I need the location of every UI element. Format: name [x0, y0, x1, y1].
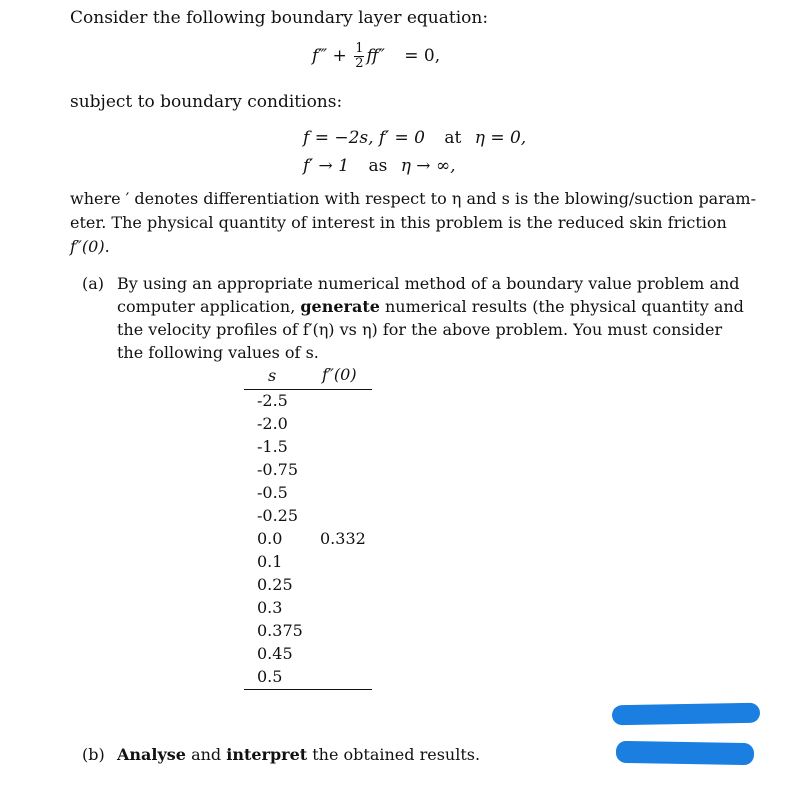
bc-line-1 [303, 128, 526, 148]
table-row: 0.375 [257, 621, 303, 640]
table-row: -0.25 [257, 506, 299, 525]
table-top-rule [244, 389, 372, 390]
equation-lhs-b: ff″ [366, 46, 385, 66]
part-b-text [117, 745, 480, 764]
bc1-left: f = −2s, f′ = 0 [303, 128, 425, 148]
part-a-line-2 [117, 297, 744, 316]
table-header-s: s [268, 366, 277, 385]
bc2-left: f′ → 1 [303, 156, 350, 176]
table-bottom-rule [244, 689, 372, 690]
table-header-fpp: f″(0) [322, 365, 357, 384]
part-a-line-4: the following values of s. [117, 343, 319, 362]
part-b-end: the obtained results. [307, 745, 481, 764]
part-a-line-2c: numerical results (the physical quantity and [379, 297, 744, 316]
fraction-denominator: 2 [355, 56, 364, 71]
bc2-mid: as [368, 156, 388, 176]
where-line-3: f″(0). [70, 237, 110, 256]
where-line-2: eter. The physical quantity of interest in this problem is the reduced skin friction [70, 213, 727, 232]
bc1-right: η = 0, [474, 128, 527, 148]
redaction-mark [616, 741, 754, 765]
equation-lhs-a: f‴ + [312, 46, 353, 66]
table-row: 0.3 [257, 598, 283, 617]
bc-intro-text: subject to boundary conditions: [70, 92, 343, 112]
part-b-and: and [185, 745, 227, 764]
fraction-numerator: 1 [355, 41, 364, 56]
table-row: 0.0 [257, 529, 283, 548]
part-a-line-1: By using an appropriate numerical method of a boundary value problem and [117, 274, 740, 293]
table-row: 0.1 [257, 552, 283, 571]
part-b-analyse: Analyse [117, 745, 186, 764]
table-row: -1.5 [257, 437, 288, 456]
intro-text: Consider the following boundary layer equation: [70, 8, 489, 28]
boundary-layer-equation [312, 42, 440, 71]
part-a-line-2a: computer application, [117, 297, 301, 316]
table-row: -0.5 [257, 483, 288, 502]
part-a-label: (a) [82, 274, 105, 293]
table-row: -0.75 [257, 460, 299, 479]
table-row: 0.25 [257, 575, 293, 594]
table-row: 0.5 [257, 667, 283, 686]
bc1-mid: at [444, 128, 462, 148]
table-row: -2.5 [257, 391, 288, 410]
part-a-line-3: the velocity profiles of f′(η) vs η) for the above problem. You must consider [117, 320, 723, 339]
table-row: 0.45 [257, 644, 293, 663]
table-cell-value: 0.332 [320, 529, 366, 548]
table-row: -2.0 [257, 414, 288, 433]
part-b-label: (b) [82, 745, 105, 764]
equation-fraction [354, 42, 364, 71]
where-line-1: where ′ denotes differentiation with respect to η and s is the blowing/suction param- [70, 189, 756, 208]
equation-rhs: = 0, [404, 46, 441, 66]
bc2-right: η → ∞, [400, 156, 456, 176]
redaction-mark [612, 703, 760, 726]
bc-line-2 [303, 156, 456, 176]
part-b-interpret: interpret [226, 745, 308, 764]
part-a-generate: generate [300, 297, 380, 316]
